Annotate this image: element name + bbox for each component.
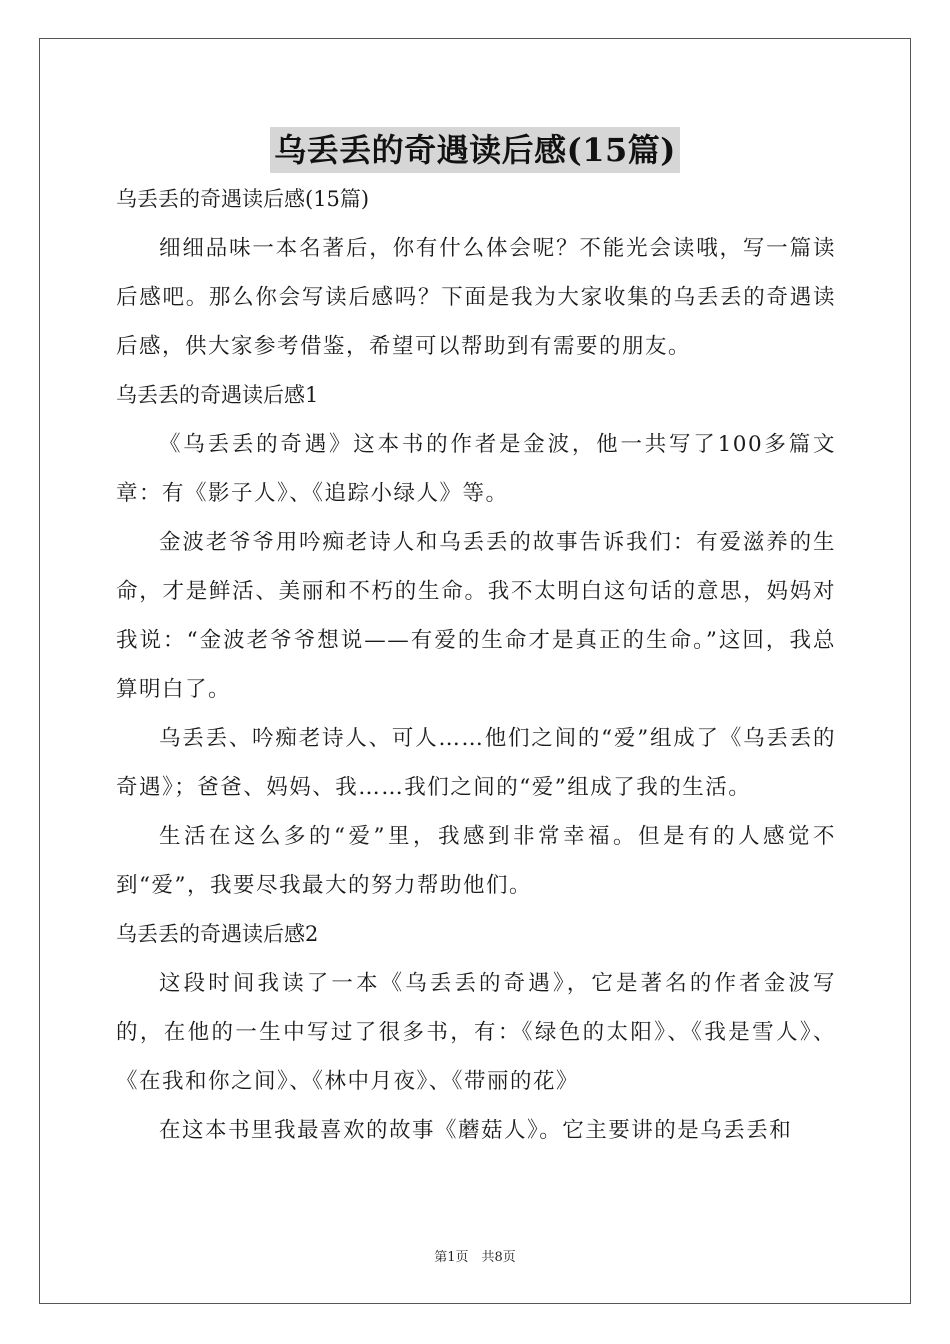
- paragraph: 这段时间我读了一本《乌丢丢的奇遇》，它是著名的作者金波写的，在他的一生中写过了很多书，有：《绿色的太阳》、《我是雪人》、《在我和你之间》、《林中月夜》、《带丽的花》: [116, 971, 836, 1094]
- section-heading: 乌丢丢的奇遇读后感2: [116, 922, 319, 946]
- document-body: [116, 175, 836, 1155]
- paragraph: 乌丢丢、吟痴老诗人、可人……他们之间的“爱”组成了《乌丢丢的奇遇》；爸爸、妈妈、我……我们之间的“爱”组成了我的生活。: [116, 726, 836, 800]
- subtitle: 乌丢丢的奇遇读后感(15篇): [116, 187, 370, 211]
- paragraph: 《乌丢丢的奇遇》这本书的作者是金波，他一共写了100多篇文章：有《影子人》、《追踪小绿人》等。: [116, 432, 836, 506]
- page-footer: 第1页 共8页: [434, 1250, 516, 1265]
- document-title: 乌丢丢的奇遇读后感(15篇): [270, 127, 680, 173]
- section-heading: 乌丢丢的奇遇读后感1: [116, 383, 319, 407]
- intro-paragraph: 细细品味一本名著后，你有什么体会呢？不能光会读哦，写一篇读后感吧。那么你会写读后感吗？下面是我为大家收集的乌丢丢的奇遇读后感，供大家参考借鉴，希望可以帮助到有需要的朋友。: [116, 236, 836, 359]
- paragraph: 在这本书里我最喜欢的故事《蘑菇人》。它主要讲的是乌丢丢和: [159, 1118, 793, 1143]
- paragraph: 金波老爷爷用吟痴老诗人和乌丢丢的故事告诉我们：有爱滋养的生命，才是鲜活、美丽和不朽的生命。我不太明白这句话的意思，妈妈对我说：“金波老爷爷想说——有爱的生命才是真正的生命。”这回，我总算明白了。: [116, 530, 836, 702]
- title-wrap: [0, 127, 950, 173]
- paragraph: 生活在这么多的“爱”里，我感到非常幸福。但是有的人感觉不到“爱”，我要尽我最大的努力帮助他们。: [116, 824, 836, 898]
